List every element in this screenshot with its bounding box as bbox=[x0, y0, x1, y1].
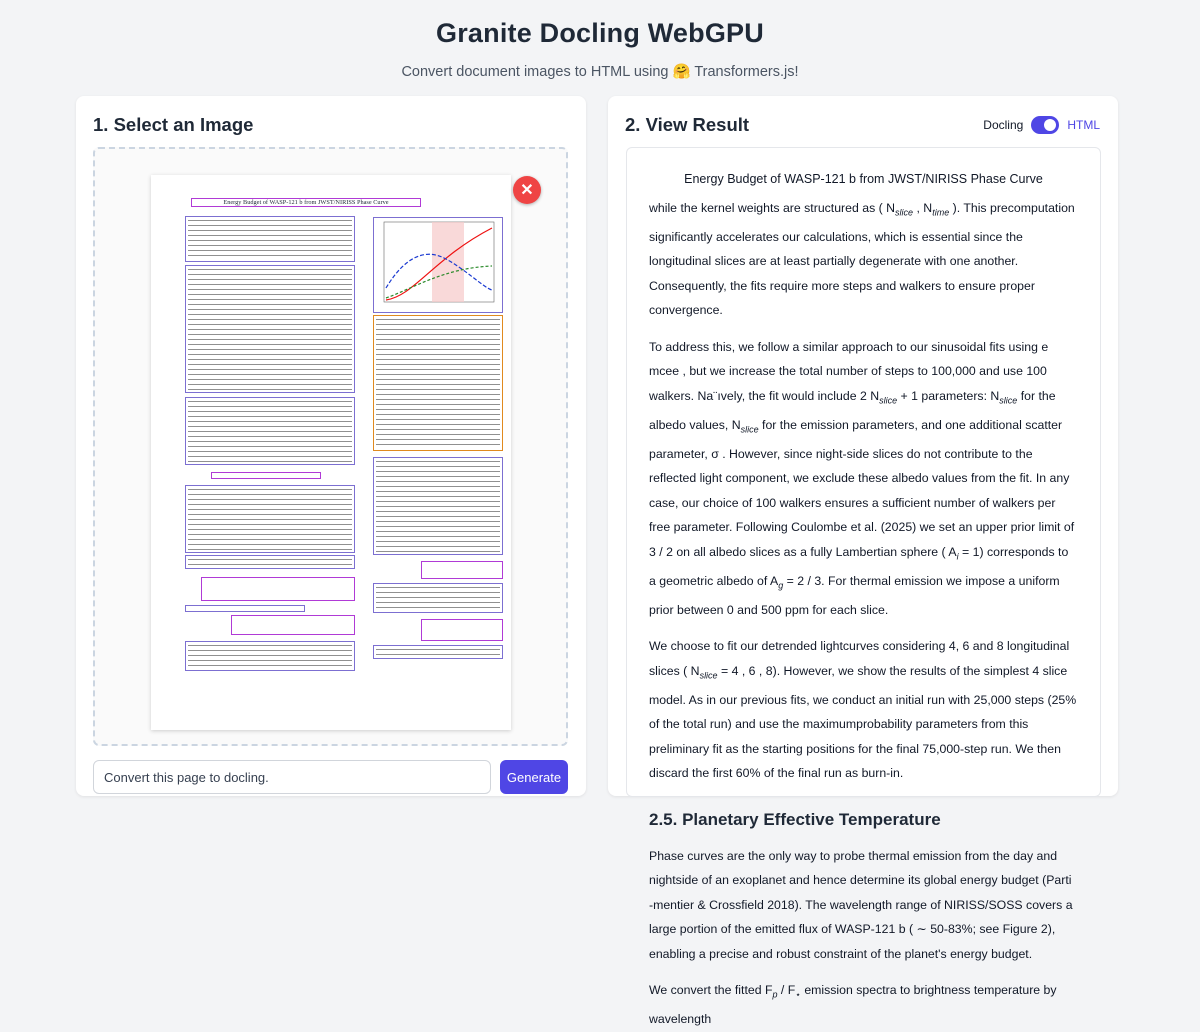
layout-box-text bbox=[185, 397, 355, 465]
subtitle-text-before: Convert document images to HTML using bbox=[401, 64, 673, 80]
result-output-pane[interactable] bbox=[626, 147, 1101, 1027]
text-run: We choose to fit our detrended lightcurves considering 4, 6 and 8 longitudinal slices ( N bbox=[649, 639, 1070, 678]
result-doc-title: Energy Budget of WASP-121 b from JWST/NIRISS Phase Curve bbox=[684, 172, 1043, 186]
subscript: slice bbox=[879, 395, 898, 406]
result-paragraph bbox=[649, 196, 1078, 323]
subscript: slice bbox=[740, 424, 759, 435]
text-run: for the emission parameters, and one additional scatter parameter, σ . However, since night-side slices do not contribute to the reflected light component, we exclude these albedo values from the fit. In any case, our choice of 100 walkers ensures a sufficient number of walkers per free parameter. Following Coulombe et al. (2025) we set an upper prior limit of 3 / 2 on all albedo slices as a fully Lambertian sphere ( A bbox=[649, 417, 1075, 559]
remove-image-button[interactable]: ✕ bbox=[513, 176, 541, 204]
image-dropzone[interactable] bbox=[93, 147, 568, 746]
hugging-face-emoji-icon: 🤗 bbox=[672, 64, 691, 80]
text-run: We convert the fitted F bbox=[649, 983, 773, 998]
toggle-label-html[interactable]: HTML bbox=[1067, 118, 1100, 132]
text-run: , N bbox=[913, 201, 933, 215]
subscript: ⋆ bbox=[795, 989, 801, 1000]
toggle-label-docling[interactable]: Docling bbox=[983, 118, 1024, 132]
layout-box-text bbox=[185, 216, 355, 262]
layout-box-caption bbox=[373, 315, 503, 451]
select-image-title: 1. Select an Image bbox=[93, 114, 254, 135]
preview-page-heading: Energy Budget of WASP-121 b from JWST/NIRISS Phase Curve bbox=[191, 198, 421, 207]
layout-box-section-header bbox=[211, 472, 321, 479]
subscript: slice bbox=[699, 670, 718, 681]
result-paragraph bbox=[649, 335, 1078, 622]
result-paragraph bbox=[649, 634, 1078, 785]
subtitle-text-after: Transformers.js! bbox=[690, 64, 799, 80]
format-toggle-switch[interactable] bbox=[1031, 116, 1059, 134]
subscript: slice bbox=[999, 395, 1018, 406]
text-run: / F bbox=[777, 983, 796, 998]
result-section-heading: 2.5. Planetary Effective Temperature bbox=[649, 809, 941, 829]
layout-box-figure bbox=[373, 217, 503, 313]
layout-box-formula bbox=[421, 561, 503, 579]
text-run: = 4 , 6 , 8). However, we show the results of the simplest 4 slice model. As in our previous fits, we conduct an initial run with 25,000 steps (25% of the total run) and use the maximumprobability parameters from this preliminary fit as the starting positions for the final 75,000-step run. We then discard the first 60% of the final run as burn-in. bbox=[649, 663, 1077, 781]
layout-box-text bbox=[185, 485, 355, 553]
app-subtitle bbox=[0, 63, 1200, 80]
output-format-toggle-group bbox=[983, 116, 1100, 134]
text-run: emission spectra to brightness temperature by wavelength bbox=[649, 983, 1057, 1027]
document-image-preview bbox=[151, 175, 511, 730]
layout-box-text bbox=[185, 265, 355, 393]
app-header bbox=[0, 0, 1200, 80]
result-paragraph bbox=[649, 978, 1078, 1031]
generate-button[interactable]: Generate bbox=[500, 760, 568, 794]
subscript: p bbox=[772, 989, 778, 1000]
layout-box-text bbox=[373, 645, 503, 659]
subscript: g bbox=[778, 580, 784, 591]
text-run: for the albedo values, N bbox=[649, 388, 1056, 432]
layout-box-formula bbox=[201, 577, 355, 601]
text-run: = 2 / 3. For thermal emission we impose a uniform prior between 0 and 500 ppm for each slice. bbox=[649, 573, 1060, 617]
text-run: + 1 parameters: N bbox=[897, 388, 1000, 403]
layout-box-text bbox=[373, 457, 503, 555]
result-paragraph: Phase curves are the only way to probe thermal emission from the day and nightside of an exoplanet and hence determine its global energy budget (Parti -mentier & Crossfield 2018). The wavelength range of NIRISS/SOSS covers a large portion of the emitted flux of WASP-121 b ( ∼ 50-83%; see Figure 2), enabling a precise and robust constraint of the planet's energy budget. bbox=[649, 848, 1073, 961]
layout-box-formula bbox=[231, 615, 355, 635]
view-result-title: 2. View Result bbox=[625, 114, 750, 135]
app-title: Granite Docling WebGPU bbox=[436, 18, 764, 48]
subscript: slice bbox=[895, 207, 914, 218]
text-run: while the kernel weights are structured as ( N bbox=[649, 201, 896, 215]
layout-box-text bbox=[373, 583, 503, 613]
figure-plot-icon bbox=[374, 218, 502, 312]
layout-box-text bbox=[185, 555, 355, 569]
text-run: ). This precomputation significantly accelerates our calculations, which is essential since the longitudinal slices are at least partially degenerate with one another. Consequently, the fits require more steps and walkers to ensure proper convergence. bbox=[649, 201, 1075, 318]
text-run: = 1) corresponds to a geometric albedo of A bbox=[649, 544, 1069, 588]
layout-box-text bbox=[185, 605, 305, 612]
text-run: To address this, we follow a similar approach to our sinusoidal fits using e mcee , but we increase the total number of steps to 100,000 and use 100 walkers. Na¨ıvely, the fit would include 2 N bbox=[649, 339, 1049, 403]
layout-box-formula bbox=[421, 619, 503, 641]
prompt-input[interactable] bbox=[93, 760, 491, 794]
view-result-card bbox=[608, 96, 1118, 1027]
layout-box-text bbox=[185, 641, 355, 671]
select-image-card bbox=[76, 96, 586, 796]
subscript: time bbox=[932, 207, 950, 218]
subscript: i bbox=[956, 551, 959, 562]
